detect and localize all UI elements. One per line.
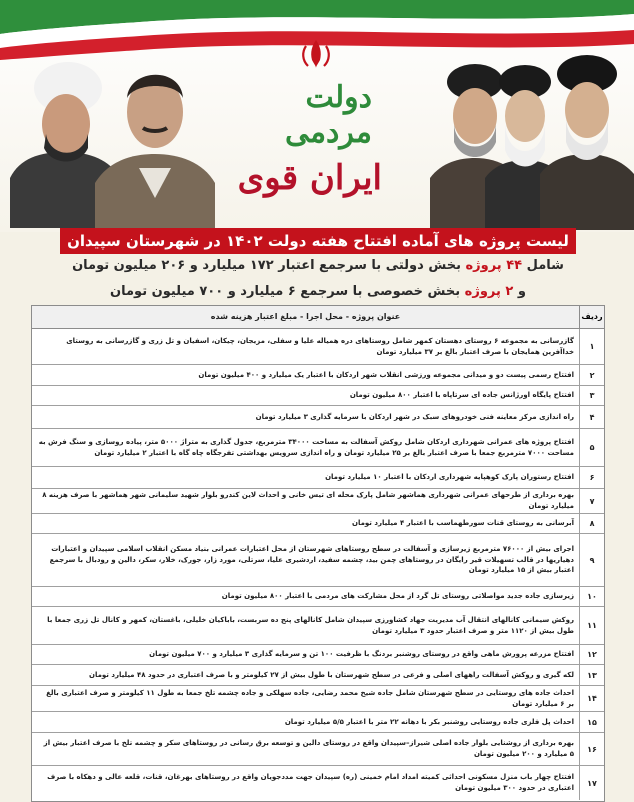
table-row [32,406,604,429]
table-row [32,686,604,712]
page-title: لیست پروژه های آماده افتتاح هفته دولت ۱۴۰۲ در شهرستان سپیدان [60,228,576,254]
row-text: احداث پل فلزی جاده روستایی روشنبر بکر با دهانه ۲۲ متر با اعتبار ۵/۵ میلیارد تومان [284,717,574,726]
table-row [32,489,604,514]
row-number: ۱ [579,329,604,364]
table-row [32,733,604,766]
subtitle-government-rest: بخش دولتی با سرجمع اعتبار ۱۷۲ میلیارد و ۲۰۶ میلیون تومان [72,258,461,273]
row-number: ۶ [579,467,604,488]
portrait-right-3 [540,50,634,230]
row-number: ۲ [579,365,604,385]
row-number: ۱۷ [579,766,604,800]
row-text: روکش سیمانی کانالهای انتقال آب مدیریت جهاد کشاورزی سپیدان شامل کانالهای پنج ده سربست، باباکیان خلیلی، باغستان، کمهر و کانال تل زری جمعا با طول بیش از ۱۱۲۰ متر و صرف اعتبار حدود ۳ میلیارد تومان [47,615,574,635]
table-row [32,607,604,645]
table-row [32,329,604,365]
row-number: ۷ [579,489,604,513]
table-row [32,665,604,686]
subtitle-government-count: ۴۴ [506,258,523,273]
subtitle-private [40,284,596,299]
table-row [32,766,604,800]
portrait-left-2 [95,48,215,232]
row-text: زیرسازی جاده جدید مواصلاتی روستای تل گرد از محل مشارکت های مردمی با اعتبار ۸۰۰ میلیون تومان [221,592,574,601]
row-number: ۸ [579,514,604,533]
row-text: افتتاح پایگاه اورژانس جاده ای سرتاپاه با اعتبار ۸۰۰ میلیون تومان [349,391,574,400]
row-text: راه اندازی مرکز معاینه فنی خودروهای سبک در شهر اردکان با سرمایه گذاری ۳ میلیارد تومان [255,412,574,421]
header-number: ردیف [579,306,604,328]
row-number: ۱۱ [579,607,604,644]
row-text: افتتاح رستوران پارک کوهپایه شهرداری اردکان با اعتبار ۱۰ میلیارد تومان [325,473,574,482]
table-row [32,712,604,733]
row-number: ۱۳ [579,665,604,685]
row-number: ۹ [579,534,604,586]
emblem-icon [296,34,336,74]
table-row [32,587,604,607]
row-text: افتتاح چهار باب منزل مسکونی احداثی کمیته امداد امام خمینی (ره) سپیدان جهت مددجویان واقع در روستاهای بهرغان، قنات، قلعه عالی و دهکاه با صرف اعتباری در حدود ۳۰۰ میلیون تومان [47,773,574,792]
projects-table [31,305,605,802]
header-title: عنوان پروژه - محل اجرا - مبلغ اعتبار هزینه شده [210,312,401,321]
row-number: ۱۴ [579,686,604,711]
row-number: ۳ [579,386,604,405]
row-number: ۱۲ [579,645,604,664]
table-row [32,514,604,534]
table-row [32,365,604,386]
subtitle-government-mid: پروژه [460,258,507,273]
slogan-line-3: ایران قوی [237,158,382,198]
subtitle-private-rest: بخش خصوصی با سرجمع ۶ میلیارد و ۷۰۰ میلیون تومان [110,284,461,299]
row-text: لکه گیری و روکش آسفالت راههای اصلی و فرعی در سطح شهرستان با طول بیش از ۲۷ کیلومتر و با صرف اعتباری در حدود ۴۸ میلیارد تومان [88,670,574,679]
row-text: افتتاح مزرعه پرورش ماهی واقع در روستای روشنبر بردنگ با ظرفیت ۱۰۰ تن و سرمایه گذاری ۳ میلیارد و ۷۰۰ میلیون تومان [149,650,574,659]
table-row [32,467,604,489]
row-text: گازرسانی به مجموعه ۶ روستای دهستان کمهر شامل روستاهای دره همیاله علیا و سفلی، مزیجان، چیکان، اسفیان و تل زری و گازرسانی به روستای خداآفرین همایجان با صرف اعتبار بالغ بر ۳۷ میلیارد تومان [66,336,574,356]
row-number: ۴ [579,406,604,428]
slogan [232,80,402,220]
table-row [32,386,604,406]
subtitle-private-mid: پروژه [460,284,506,299]
row-text: بهره برداری از طرحهای عمرانی شهرداری هماشهر شامل پارک محله ای تیس خانی و احداث لاین کندرو بلوار شهید سلیمانی شهر هماشهر با صرف هزینه ۸ میلیارد تومان [42,491,574,510]
row-text: اجرای بیش از ۷۶۰۰۰ مترمربع زیرسازی و آسفالت در سطح روستاهای شهرستان از محل اعتبارات عمرانی بنیاد مسکن انقلاب اسلامی سپیدان و اعتبارات دهیاریها در قالب تسهیلات قیر رایگان در روستاهای چمن بید، چشمه سفید، اردشیری علیا، سرتلی، مورد زار، جورک، خلار، سکر، دالین و رودبال با سرجمع اعتبار بیش از ۱۵ میلیارد تومان [49,544,574,575]
subtitle-private-count: ۲ [505,284,514,299]
row-text: افتتاح رسمی پیست دو و میدانی مجموعه ورزشی انقلاب شهر اردکان با اعتبار یک میلیارد و ۴۰۰ میلیون تومان [198,370,574,379]
row-text: بهره برداری از روشنایی بلوار جاده اصلی شیراز–سپیدان واقع در روستای دالین و توسعه برق رسانی در روستاهای سکر و چشمه تلخ با صرف اعتبار بیش از ۵ میلیارد و ۲۰۰ میلیون تومان [43,739,574,758]
subtitle-private-prefix: و [513,284,526,299]
row-number: ۱۵ [579,712,604,732]
table-header [32,306,604,329]
row-number: ۱۰ [579,587,604,606]
row-text: افتتاح پروژه های عمرانی شهرداری اردکان شامل روکش آسفالت به مساحت ۳۴۰۰۰ مترمربع، جدول گذاری به متراژ ۵۰۰۰ متر، پیاده روسازی و سنگ فرش به مساحت ۷۰۰۰ مترمربع جمعا با صرف اعتبار بالغ بر ۲۵ میلیارد تومان و راه اندازی سرویس بهداشتی تفرجگاه چاه گاه با اعتبار ۲ میلیارد تومان [38,437,574,457]
row-text: احداث جاده های روستایی در سطح شهرستان شامل جاده شیخ محمد رضایی، جاده سهلکی و جاده چشمه تلخ جمعا به طول ۱۱ کیلومتر و صرف اعتباری بالغ بر ۶ میلیارد تومان [46,688,574,708]
row-number: ۵ [579,429,604,466]
banner [0,0,634,232]
table-row [32,534,604,587]
subtitle-government [40,258,596,273]
table-row [32,645,604,665]
slogan-line-1: دولت مردمی [284,80,372,150]
row-number: ۱۶ [579,733,604,765]
table-row [32,429,604,467]
subtitle-government-prefix: شامل [522,258,564,273]
row-text: آبرسانی به روستای قنات سورطهماسب با اعتبار ۴ میلیارد تومان [351,519,574,528]
